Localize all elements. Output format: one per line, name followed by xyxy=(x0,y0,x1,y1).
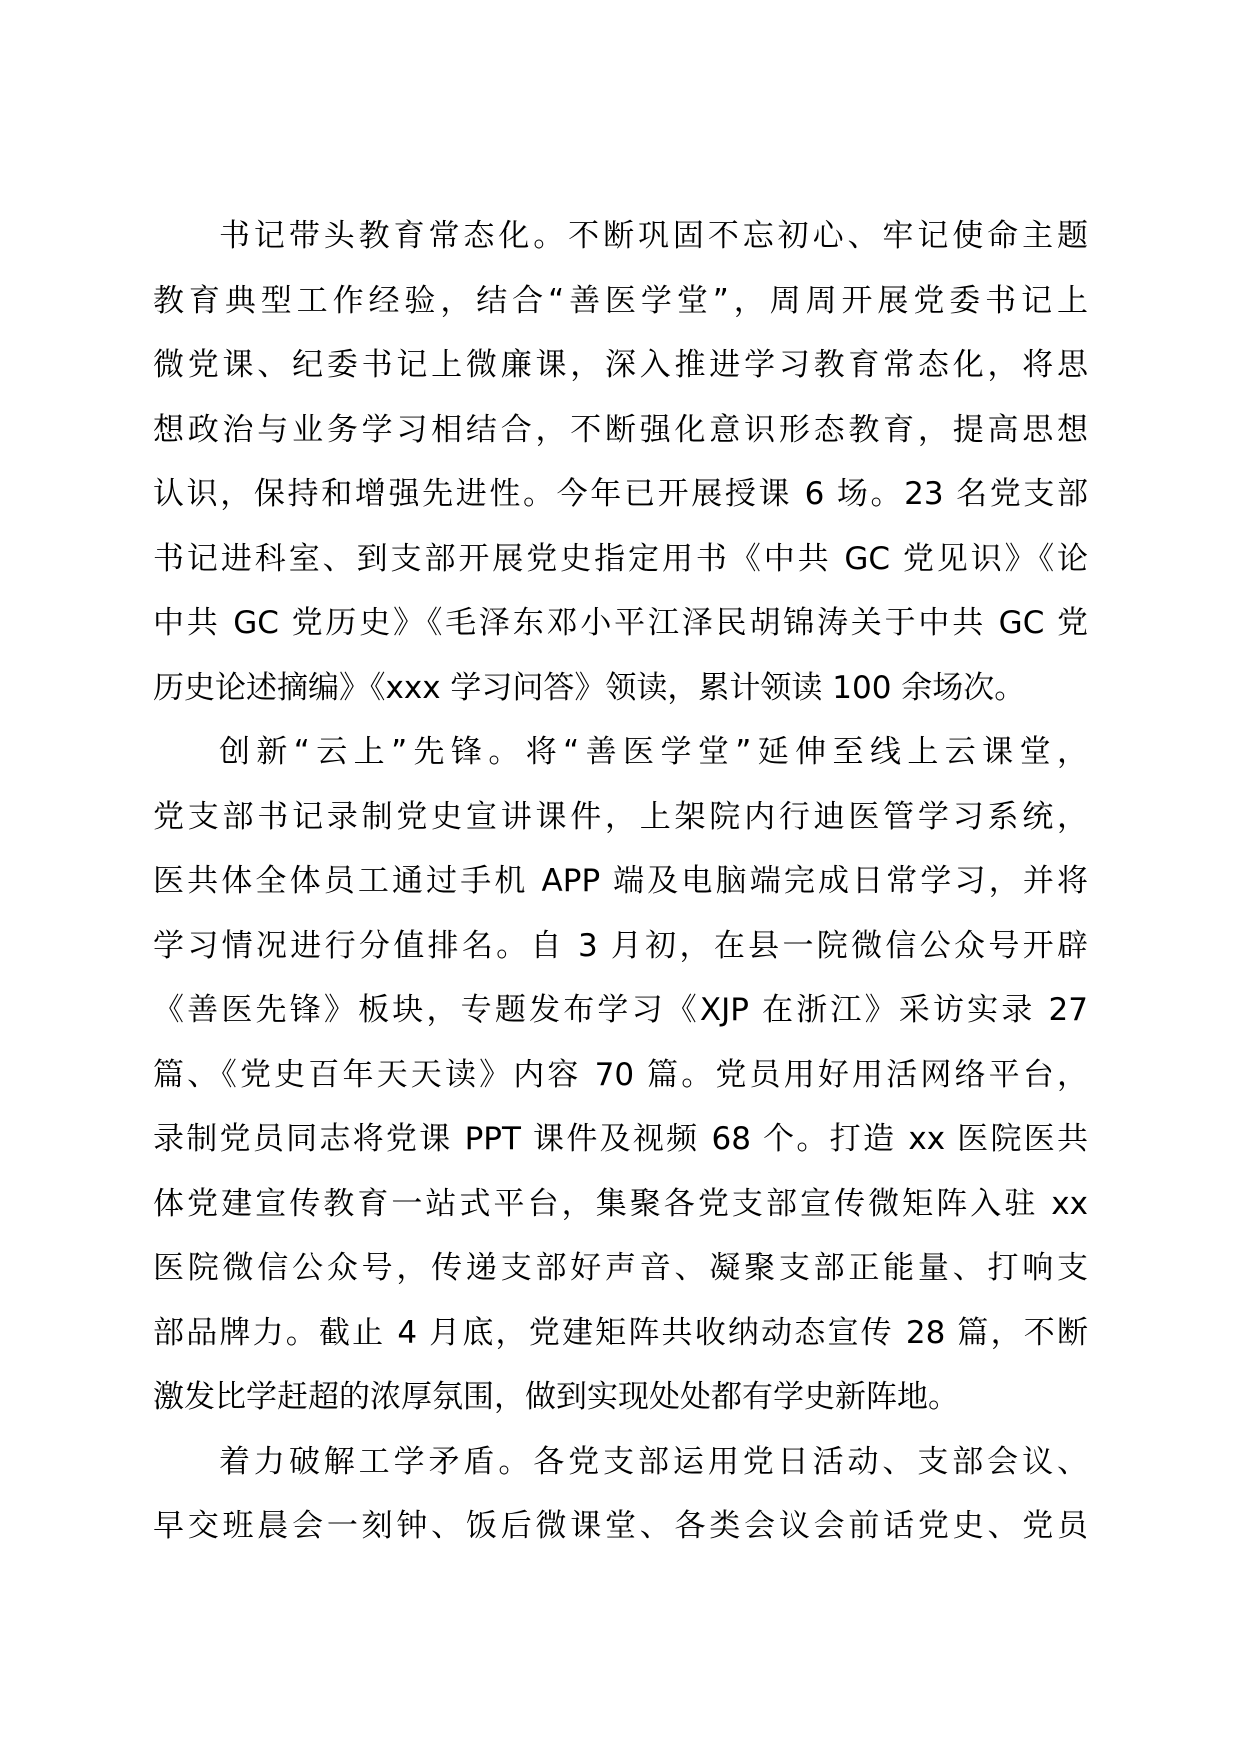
paragraph-line: 学习情况进行分值排名。自 3 月初，在县一院微信公众号开辟 xyxy=(153,927,1088,964)
paragraph-line: 认识，保持和增强先进性。今年已开展授课 6 场。23 名党支部 xyxy=(153,476,1088,512)
paragraph-line: 想政治与业务学习相结合，不断强化意识形态教育，提高思想 xyxy=(153,411,1088,448)
paragraph-cloud-pioneer xyxy=(153,720,1088,1430)
paragraph-line: 激发比学赶超的浓厚氛围，做到实现处处都有学史新阵地。 xyxy=(153,1379,959,1415)
paragraph-line: 录制党员同志将党课 PPT 课件及视频 68 个。打造 xx 医院医共 xyxy=(153,1121,1088,1157)
paragraph-line: 着力破解工学矛盾。各党支部运用党日活动、支部会议、 xyxy=(219,1443,1088,1480)
paragraph-line: 部品牌力。截止 4 月底，党建矩阵共收纳动态宣传 28 篇，不断 xyxy=(153,1314,1088,1351)
paragraph-line: 《善医先锋》板块，专题发布学习《XJP 在浙江》采访实录 27 xyxy=(153,992,1088,1028)
paragraph-work-study-balance xyxy=(153,1430,1088,1559)
paragraph-secretary-education xyxy=(153,204,1088,720)
paragraph-line: 微党课、纪委书记上微廉课，深入推进学习教育常态化，将思 xyxy=(153,347,1088,383)
document-body xyxy=(153,204,1088,1559)
paragraph-line: 书记进科室、到支部开展党史指定用书《中共 GC 党见识》《论 xyxy=(153,540,1088,577)
paragraph-line: 早交班晨会一刻钟、饭后微课堂、各类会议会前话党史、党员 xyxy=(153,1508,1088,1544)
paragraph-line: 体党建宣传教育一站式平台，集聚各党支部宣传微矩阵入驻 xx xyxy=(153,1185,1088,1222)
paragraph-line: 篇、《党史百年天天读》内容 70 篇。党员用好用活网络平台， xyxy=(153,1056,1088,1093)
paragraph-line: 医共体全体员工通过手机 APP 端及电脑端完成日常学习，并将 xyxy=(153,863,1088,899)
paragraph-line: 创新“云上”先锋。将“善医学堂”延伸至线上云课堂， xyxy=(219,734,1088,770)
paragraph-line: 医院微信公众号，传递支部好声音、凝聚支部正能量、打响支 xyxy=(153,1250,1088,1286)
paragraph-line: 党支部书记录制党史宣讲课件，上架院内行迪医管学习系统， xyxy=(153,798,1088,835)
paragraph-line: 中共 GC 党历史》《毛泽东邓小平江泽民胡锦涛关于中共 GC 党 xyxy=(153,605,1088,641)
paragraph-line: 书记带头教育常态化。不断巩固不忘初心、牢记使命主题 xyxy=(219,218,1088,254)
paragraph-line: 历史论述摘编》《xxx 学习问答》领读，累计领读 100 余场次。 xyxy=(153,669,1026,706)
paragraph-line: 教育典型工作经验，结合“善医学堂”，周周开展党委书记上 xyxy=(153,282,1088,319)
